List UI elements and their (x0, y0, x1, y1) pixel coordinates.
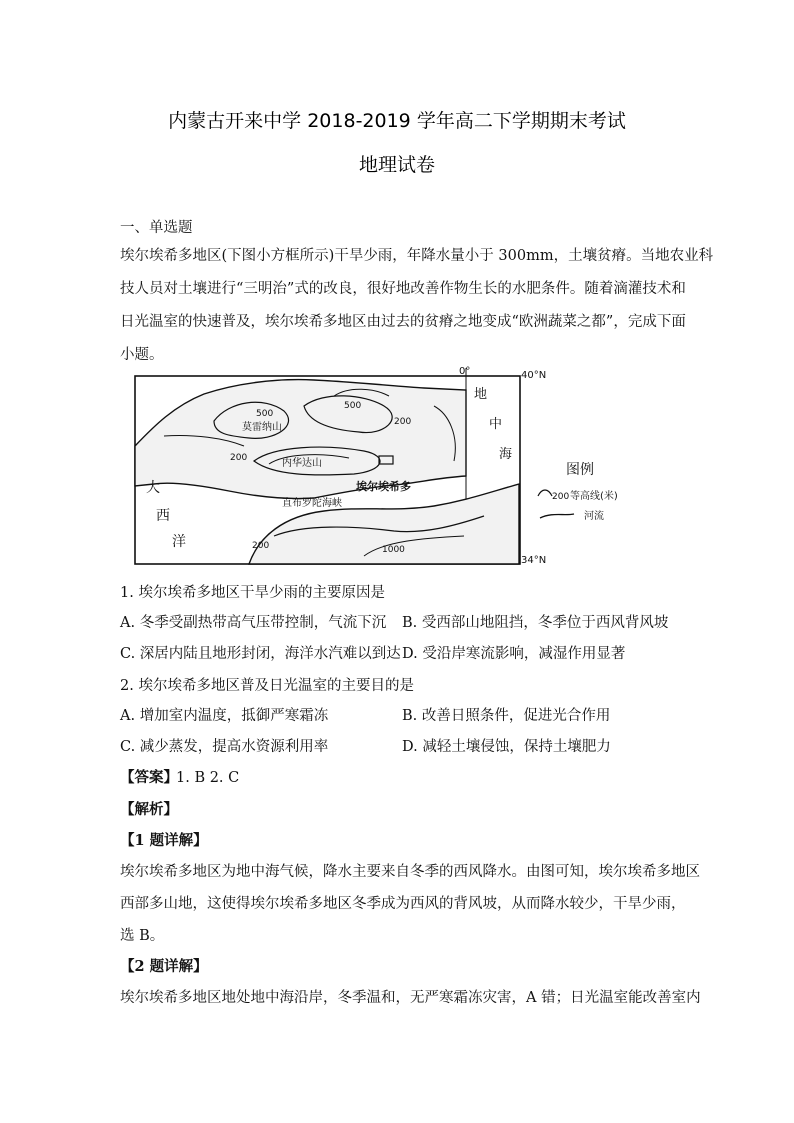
strait-label: 直布罗陀海峡 (282, 498, 342, 509)
mountain-label: 内华达山 (282, 458, 322, 469)
place-label: 埃尔埃希多 (356, 480, 411, 493)
question-stem: 2. 埃尔埃希多地区普及日光温室的主要目的是 (120, 678, 414, 694)
analysis-label: 【解析】 (120, 801, 178, 818)
contour-value: 500 (344, 401, 362, 411)
contour-value: 1000 (382, 545, 405, 555)
mountain-label: 莫雷纳山 (242, 422, 282, 433)
analysis-line: 埃尔埃希多地区为地中海气候，降水主要来自冬季的西风降水。由图可知，埃尔埃希多地区 (120, 864, 700, 880)
question-option: B. 改善日照条件，促进光合作用 (402, 708, 611, 724)
analysis-line: 埃尔埃希多地区地处地中海沿岸，冬季温和，无严寒霜冻灾害，A 错；日光温室能改善室内 (120, 990, 701, 1006)
page-subtitle: 地理试卷 (358, 154, 435, 176)
ocean-label: 西 (156, 508, 170, 524)
question-stem: 1. 埃尔埃希多地区干旱少雨的主要原因是 (120, 585, 385, 601)
legend-title: 图例 (566, 462, 594, 478)
map-svg (134, 366, 618, 566)
question-option: A. 冬季受副热带高气压带控制，气流下沉 (120, 615, 387, 631)
analysis-line: 西部多山地，这使得埃尔埃希多地区冬季成为西风的背风坡，从而降水较少，干旱少雨， (120, 896, 686, 912)
question-option: C. 减少蒸发，提高水资源利用率 (120, 739, 329, 755)
legend-contour-label: 等高线(米) (570, 491, 618, 502)
answer-label: 【答案】 (120, 769, 178, 786)
lat-top-label: 40°N (521, 370, 547, 381)
legend-contour-icon (538, 490, 552, 496)
ocean-label: 洋 (172, 534, 186, 550)
lon-label: 0° (459, 366, 471, 377)
contour-value: 200 (230, 453, 248, 463)
sea-label: 海 (499, 447, 513, 462)
question-option: C. 深居内陆且地形封闭，海洋水汽难以到达 (120, 646, 401, 662)
question-option: B. 受西部山地阻挡，冬季位于西风背风坡 (402, 615, 669, 631)
legend-river-icon (540, 514, 574, 518)
passage-line: 日光温室的快速普及，埃尔埃希多地区由过去的贫瘠之地变成“欧洲蔬菜之都”，完成下面 (120, 314, 686, 330)
legend-contour-value: 200 (552, 492, 570, 502)
passage-line: 技人员对土壤进行“三明治”式的改良，很好地改善作物生长的水肥条件。随着滴灌技术和 (120, 281, 686, 297)
question-option: A. 增加室内温度，抵御严寒霜冻 (120, 708, 329, 724)
legend-river-label: 河流 (584, 511, 604, 522)
answer-text: 1. B 2. C (176, 770, 240, 786)
sea-label: 地 (474, 387, 488, 402)
contour-value: 200 (394, 417, 412, 427)
analysis-line: 选 B。 (120, 928, 165, 944)
ocean-label: 大 (146, 480, 160, 496)
question-option: D. 减轻土壤侵蚀，保持土壤肥力 (402, 739, 611, 755)
passage-line: 小题。 (120, 347, 164, 363)
contour-value: 200 (252, 541, 270, 551)
analysis-q2-label: 【2 题详解】 (120, 958, 208, 975)
section-label: 一、单选题 (120, 220, 193, 236)
passage-line: 埃尔埃希多地区(下图小方框所示)干旱少雨，年降水量小于 300mm，土壤贫瘠。当地农业科 (120, 248, 714, 264)
sea-label: 中 (489, 417, 503, 432)
question-option: D. 受沿岸寒流影响，减湿作用显著 (402, 646, 626, 662)
lat-bottom-label: 34°N (521, 555, 547, 566)
analysis-q1-label: 【1 题详解】 (120, 832, 208, 849)
map-figure (134, 366, 618, 566)
contour-value: 500 (256, 409, 274, 419)
page-title: 内蒙古开来中学 2018-2019 学年高二下学期期末考试 (168, 110, 626, 132)
